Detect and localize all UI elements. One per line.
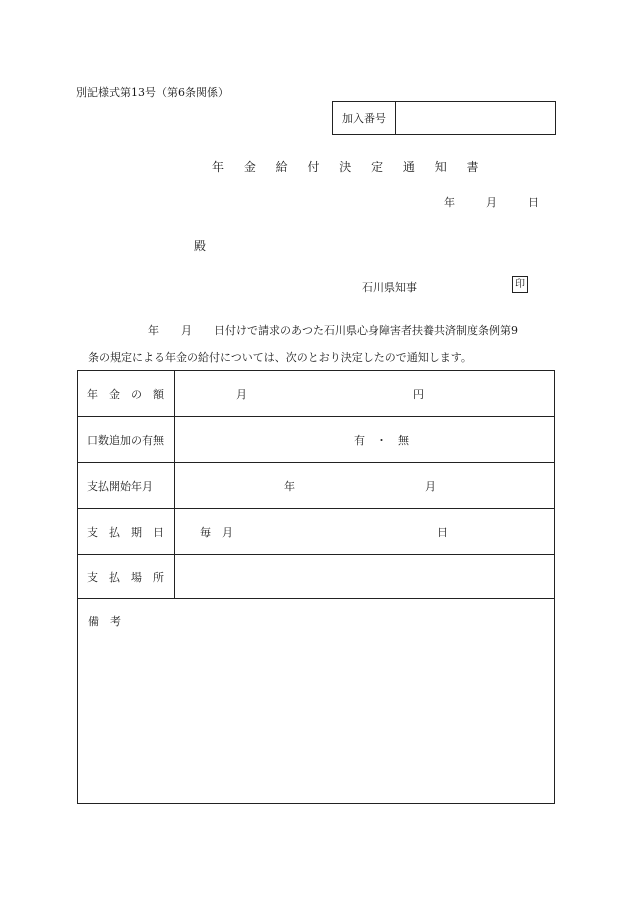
remarks-label: 備 考	[88, 615, 121, 628]
payment-day-unit: 日	[437, 525, 448, 539]
member-number-label: 加入番号	[333, 102, 396, 134]
pension-yen-unit: 円	[413, 387, 424, 401]
decision-table	[77, 370, 555, 804]
remarks-area[interactable]	[78, 599, 554, 805]
issue-date	[444, 194, 539, 210]
row-pension-amount	[78, 371, 554, 417]
payment-start-year-unit: 年	[284, 479, 295, 493]
document-title: 年 金 給 付 決 定 通 知 書	[212, 160, 487, 174]
label-pension-amount: 年 金 の 額	[78, 371, 175, 416]
form-reference: 別記様式第13号（第6条関係）	[76, 86, 229, 99]
pension-month-unit: 月	[236, 387, 247, 401]
seal-icon: 印	[512, 276, 528, 293]
row-payment-period	[78, 509, 554, 555]
member-number-field[interactable]	[396, 102, 555, 134]
payment-each-month: 毎 月	[200, 525, 233, 539]
label-payment-period: 支 払 期 日	[78, 509, 175, 554]
label-additional-units: 口数追加の有無	[78, 417, 175, 462]
row-payment-start	[78, 463, 554, 509]
label-payment-start: 支払開始年月	[78, 463, 175, 508]
issuer-name: 石川県知事	[362, 281, 417, 294]
body-text-line1: 年 月 日付けで請求のあつた石川県心身障害者扶養共済制度条例第9	[148, 324, 518, 337]
date-month: 月	[486, 196, 497, 209]
row-additional-units	[78, 417, 554, 463]
body-text-line2: 条の規定による年金の給付については、次のとおり決定したので通知します。	[88, 351, 472, 364]
date-day: 日	[528, 196, 539, 209]
date-year: 年	[444, 196, 455, 209]
additional-units-choice[interactable]: 有 ・ 無	[354, 433, 409, 447]
member-number-box	[332, 101, 556, 135]
payment-start-month-unit: 月	[425, 479, 436, 493]
label-payment-place: 支 払 場 所	[78, 555, 175, 598]
addressee-suffix: 殿	[194, 239, 207, 253]
row-payment-place	[78, 555, 554, 599]
